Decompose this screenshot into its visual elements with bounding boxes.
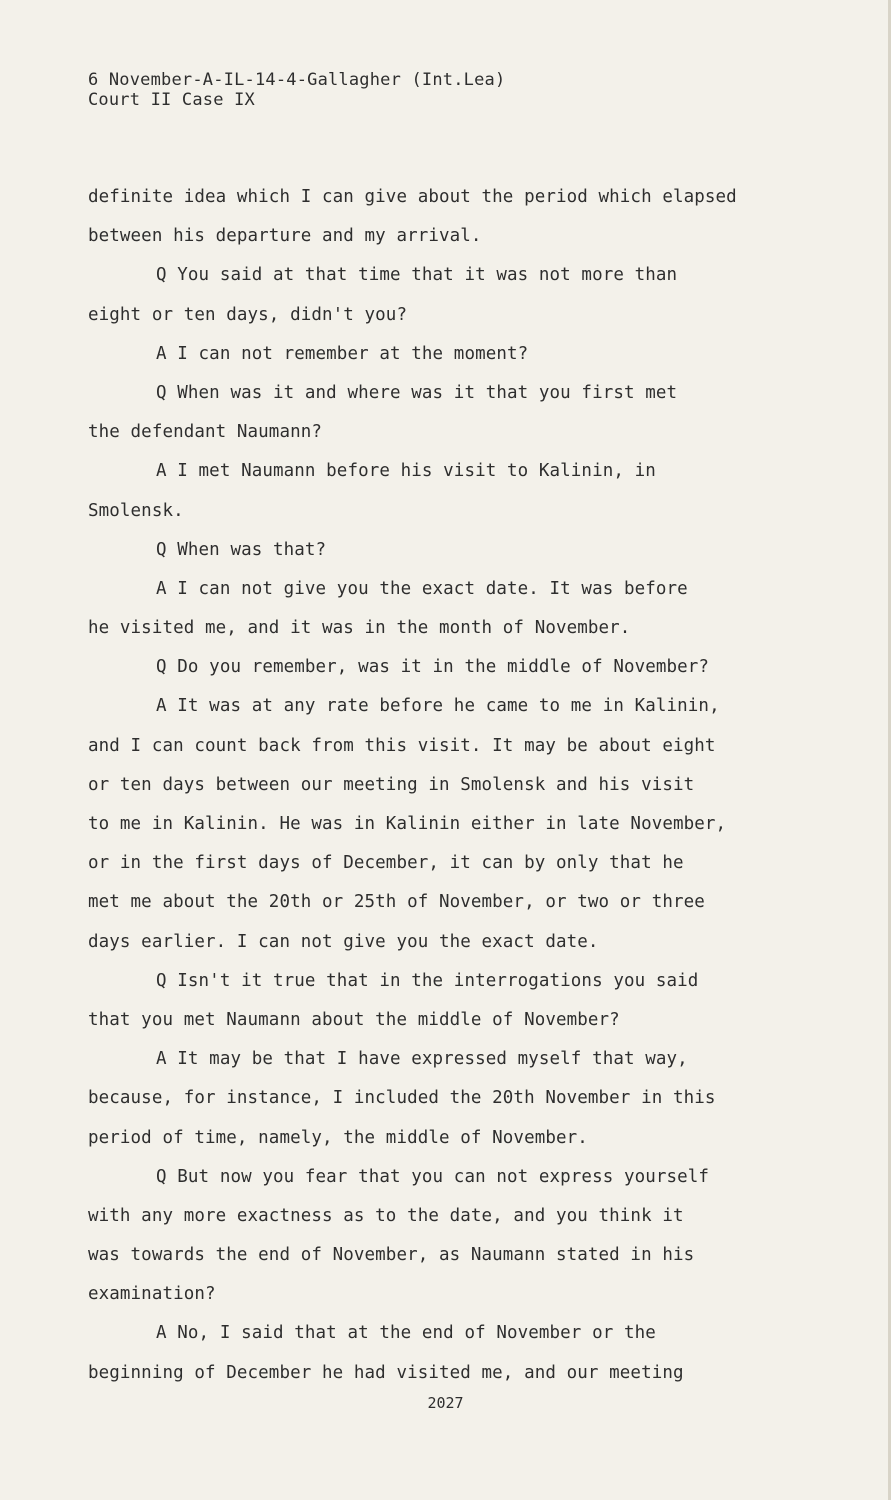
transcript-line: period of time, namely, the middle of November. bbox=[88, 1127, 588, 1148]
transcript-line: was towards the end of November, as Naumann stated in his bbox=[88, 1245, 695, 1266]
transcript-line: or in the first days of December, it can by only that he bbox=[88, 853, 684, 874]
transcript-line: he visited me, and it was in the month of November. bbox=[88, 618, 631, 639]
transcript-line: A It may be that I have expressed myself that way, bbox=[156, 1049, 688, 1070]
transcript-line: that you met Naumann about the middle of November? bbox=[88, 1009, 620, 1030]
transcript-line: Q Isn't it true that in the interrogations you said bbox=[156, 970, 699, 991]
transcript-line: Q You said at that time that it was not more than bbox=[156, 265, 678, 286]
transcript-line: eight or ten days, didn't you? bbox=[88, 304, 408, 325]
transcript-line: A It was at any rate before he came to me in Kalinin, bbox=[156, 696, 720, 717]
transcript-line: A I can not remember at the moment? bbox=[156, 343, 529, 364]
transcript-line: days earlier. I can not give you the exact date. bbox=[88, 931, 599, 952]
transcript-line: beginning of December he had visited me, and our meeting bbox=[88, 1362, 684, 1383]
transcript-line: and I can count back from this visit. It may be about eight bbox=[88, 735, 716, 756]
transcript-line: A No, I said that at the end of November or the bbox=[156, 1323, 656, 1344]
header-line-2: Court II Case IX bbox=[88, 90, 255, 110]
transcript-line: Q When was that? bbox=[156, 539, 327, 560]
transcript-line: Q But now you fear that you can not express yourself bbox=[156, 1166, 710, 1187]
transcript-line: examination? bbox=[88, 1284, 216, 1305]
transcript-line: met me about the 20th or 25th of November, or two or three bbox=[88, 892, 705, 913]
transcript-line: or ten days between our meeting in Smolensk and his visit bbox=[88, 774, 695, 795]
transcript-line: Smolensk. bbox=[88, 500, 184, 521]
transcript-line: definite idea which I can give about the period which elapsed bbox=[88, 187, 737, 207]
transcript-line: to me in Kalinin. He was in Kalinin either in late November, bbox=[88, 814, 727, 834]
page-number: 2027 bbox=[427, 1394, 464, 1412]
transcript-line: between his departure and my arrival. bbox=[88, 226, 482, 247]
transcript-line: A I met Naumann before his visit to Kalinin, in bbox=[156, 461, 656, 482]
transcript-line: because, for instance, I included the 20th November in this bbox=[88, 1088, 716, 1109]
transcript-line: Q When was it and where was it that you first met bbox=[156, 382, 678, 403]
transcript-line: Q Do you remember, was it in the middle of November? bbox=[156, 657, 710, 678]
transcript-line: the defendant Naumann? bbox=[88, 422, 322, 443]
header-line-1: 6 November-A-IL-14-4-Gallagher (Int.Lea) bbox=[88, 70, 506, 90]
transcript-line: A I can not give you the exact date. It was before bbox=[156, 578, 688, 599]
document-header bbox=[88, 70, 505, 110]
transcript-body bbox=[88, 178, 808, 1393]
transcript-line: with any more exactness as to the date, and you think it bbox=[88, 1205, 684, 1226]
